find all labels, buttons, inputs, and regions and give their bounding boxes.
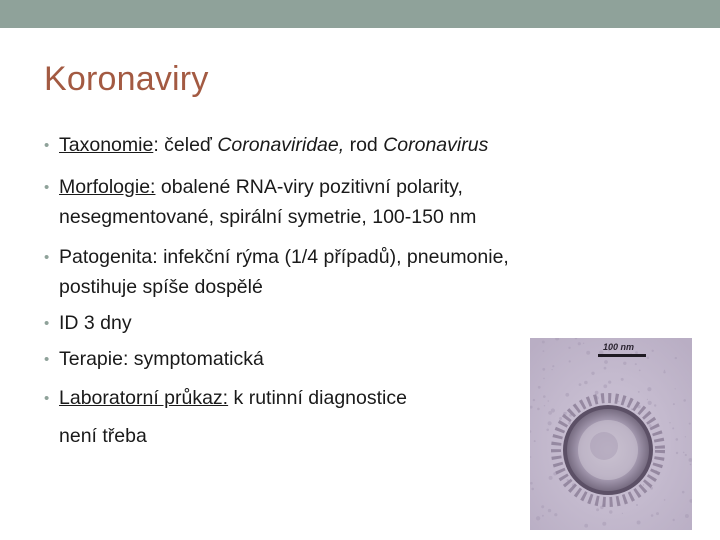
bullet-label: Laboratorní průkaz: (59, 387, 229, 409)
bullet-dot-icon: • (44, 315, 50, 332)
bullet-continuation: není třeba (59, 425, 147, 447)
top-accent-bar (0, 0, 720, 28)
bullet-label: Taxonomie (59, 134, 154, 156)
bullet-text: Terapie: symptomatická (59, 348, 264, 370)
bullet-continuation: nesegmentované, spirální symetrie, 100-150 nm (59, 206, 477, 228)
bullet-dot-icon: • (44, 390, 50, 407)
bullet-text: Patogenita: infekční rýma (1/4 případů), pneumonie, (59, 246, 509, 268)
bullet-label: Morfologie: (59, 176, 156, 198)
scale-bar (598, 354, 646, 357)
bullet-dot-icon: • (44, 249, 50, 266)
bullet-dot-icon: • (44, 137, 50, 154)
virus-illustration (530, 338, 692, 530)
bullet-text: ID 3 dny (59, 312, 132, 334)
scale-label: 100 nm (603, 342, 635, 352)
bullet-continuation: postihuje spíše dospělé (59, 276, 263, 298)
slide-title: Koronaviry (44, 60, 209, 98)
coronavirus-micrograph (530, 338, 692, 530)
bullet-dot-icon: • (44, 179, 50, 196)
bullet-dot-icon: • (44, 351, 50, 368)
